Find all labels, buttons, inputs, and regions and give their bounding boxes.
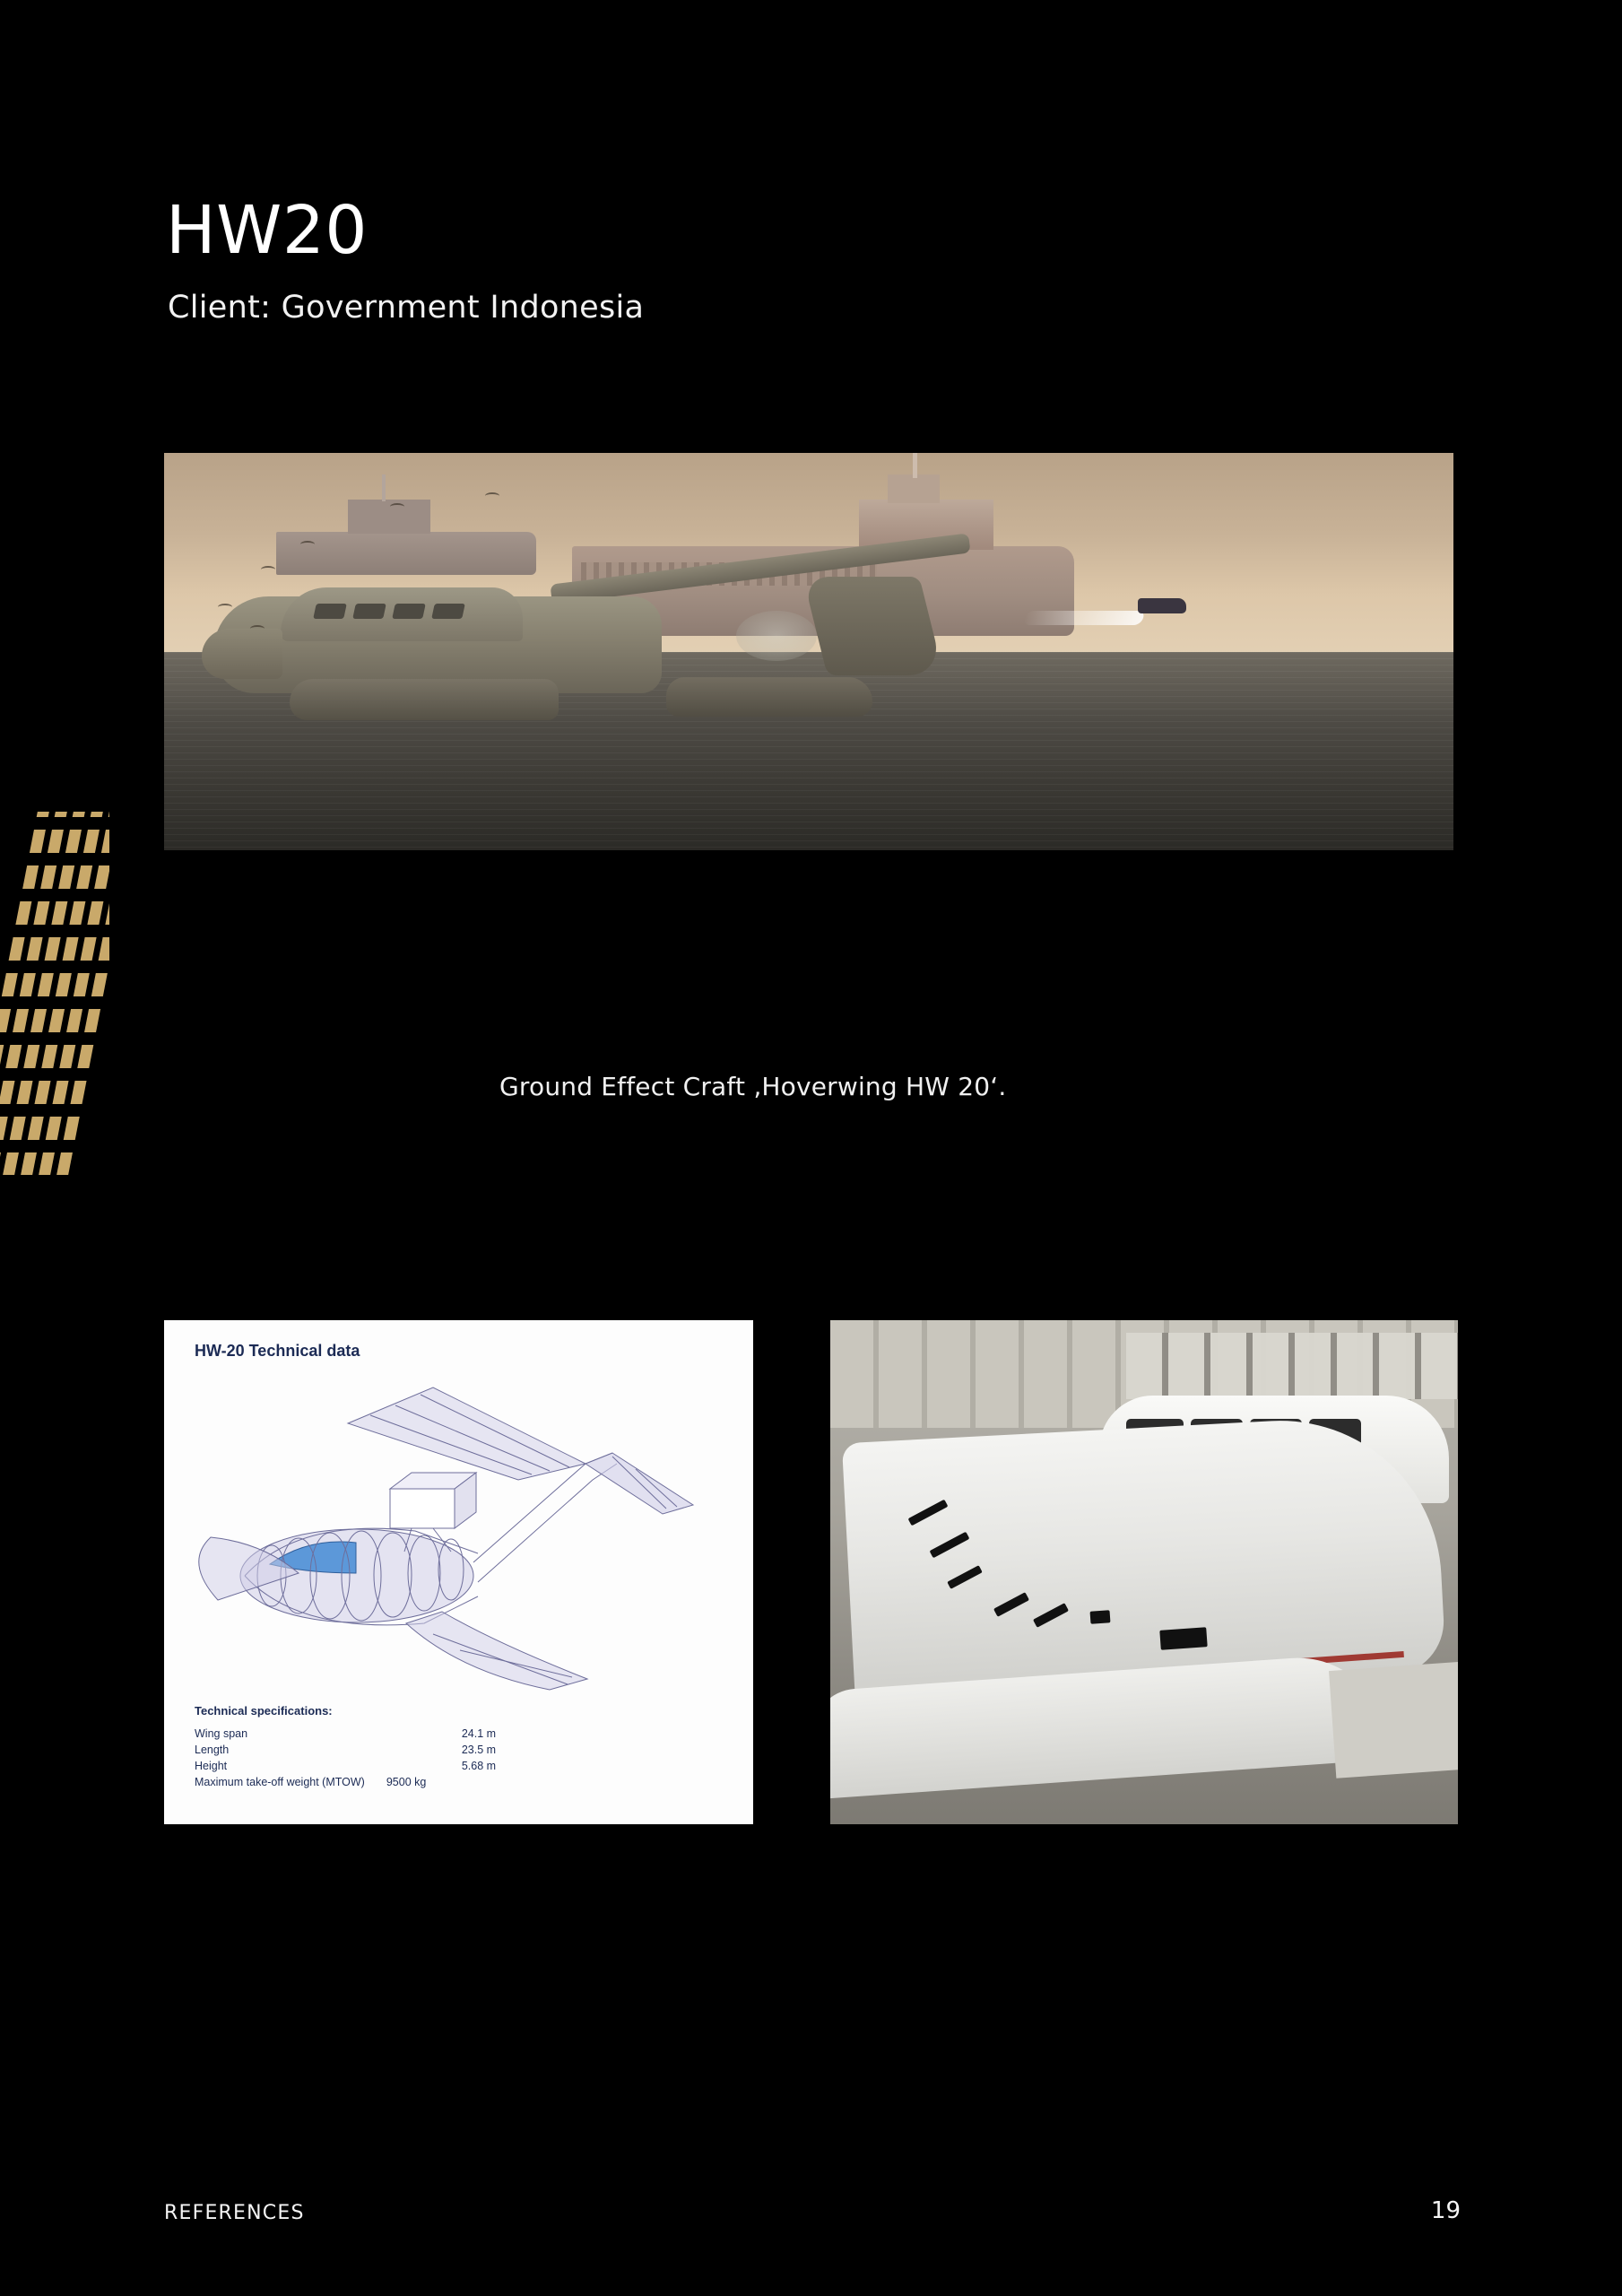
hull-access-hole	[1159, 1627, 1207, 1650]
spec-label: Maximum take-off weight (MTOW)	[195, 1776, 365, 1788]
craft-float-right	[666, 677, 872, 717]
spec-label: Wing span	[195, 1727, 248, 1740]
spec-value: 24.1 m	[461, 1727, 497, 1740]
craft-nose	[202, 629, 282, 679]
ship-mast	[382, 474, 386, 501]
page-number: 19	[1430, 2197, 1461, 2224]
hero-image	[164, 453, 1453, 850]
hangar-windows	[1126, 1333, 1458, 1399]
spec-heading: Technical specifications:	[195, 1704, 333, 1718]
craft-window	[352, 604, 386, 619]
craft-window	[392, 604, 426, 619]
table-row	[195, 1774, 496, 1790]
spec-label: Length	[195, 1744, 230, 1756]
bird-icon	[390, 503, 404, 510]
hero-caption: Ground Effect Craft ‚Hoverwing HW 20‘.	[499, 1072, 1007, 1101]
bird-icon	[300, 541, 315, 548]
technical-figure-title: HW-20 Technical data	[195, 1342, 360, 1360]
bird-icon	[218, 604, 232, 611]
craft-window	[431, 604, 465, 619]
hw20-wireframe-drawing	[164, 1338, 753, 1715]
hero-boat-wake	[1022, 611, 1145, 625]
page-subtitle: Client: Government Indonesia	[168, 290, 645, 326]
bird-icon	[261, 566, 275, 573]
craft-tail-fin	[802, 577, 943, 675]
ship-upper-tower	[888, 474, 940, 503]
table-row	[195, 1742, 496, 1758]
hero-speedboat	[1138, 598, 1186, 613]
spec-value: 23.5 m	[461, 1744, 497, 1756]
bird-icon	[250, 625, 265, 632]
ship-mast	[913, 453, 917, 478]
craft-float-left	[290, 679, 559, 720]
ship-superstructure	[348, 500, 430, 534]
spec-table	[195, 1726, 496, 1790]
page-title: HW20	[166, 191, 368, 269]
spec-value: 5.68 m	[461, 1760, 497, 1772]
table-row	[195, 1758, 496, 1774]
workshop-table	[1329, 1660, 1458, 1779]
craft-propeller	[736, 611, 817, 661]
table-row	[195, 1726, 496, 1742]
footer-section-label: REFERENCES	[164, 2202, 305, 2224]
spec-label: Height	[195, 1760, 228, 1772]
bird-icon	[485, 492, 499, 500]
hero-ship-left	[276, 532, 536, 575]
spec-value: 9500 kg	[386, 1776, 427, 1788]
technical-data-figure	[164, 1320, 753, 1824]
craft-window	[313, 604, 347, 619]
workshop-photo-figure	[830, 1320, 1458, 1824]
hull-access-hole	[1090, 1610, 1111, 1624]
decorative-stripe-block	[0, 812, 109, 1175]
